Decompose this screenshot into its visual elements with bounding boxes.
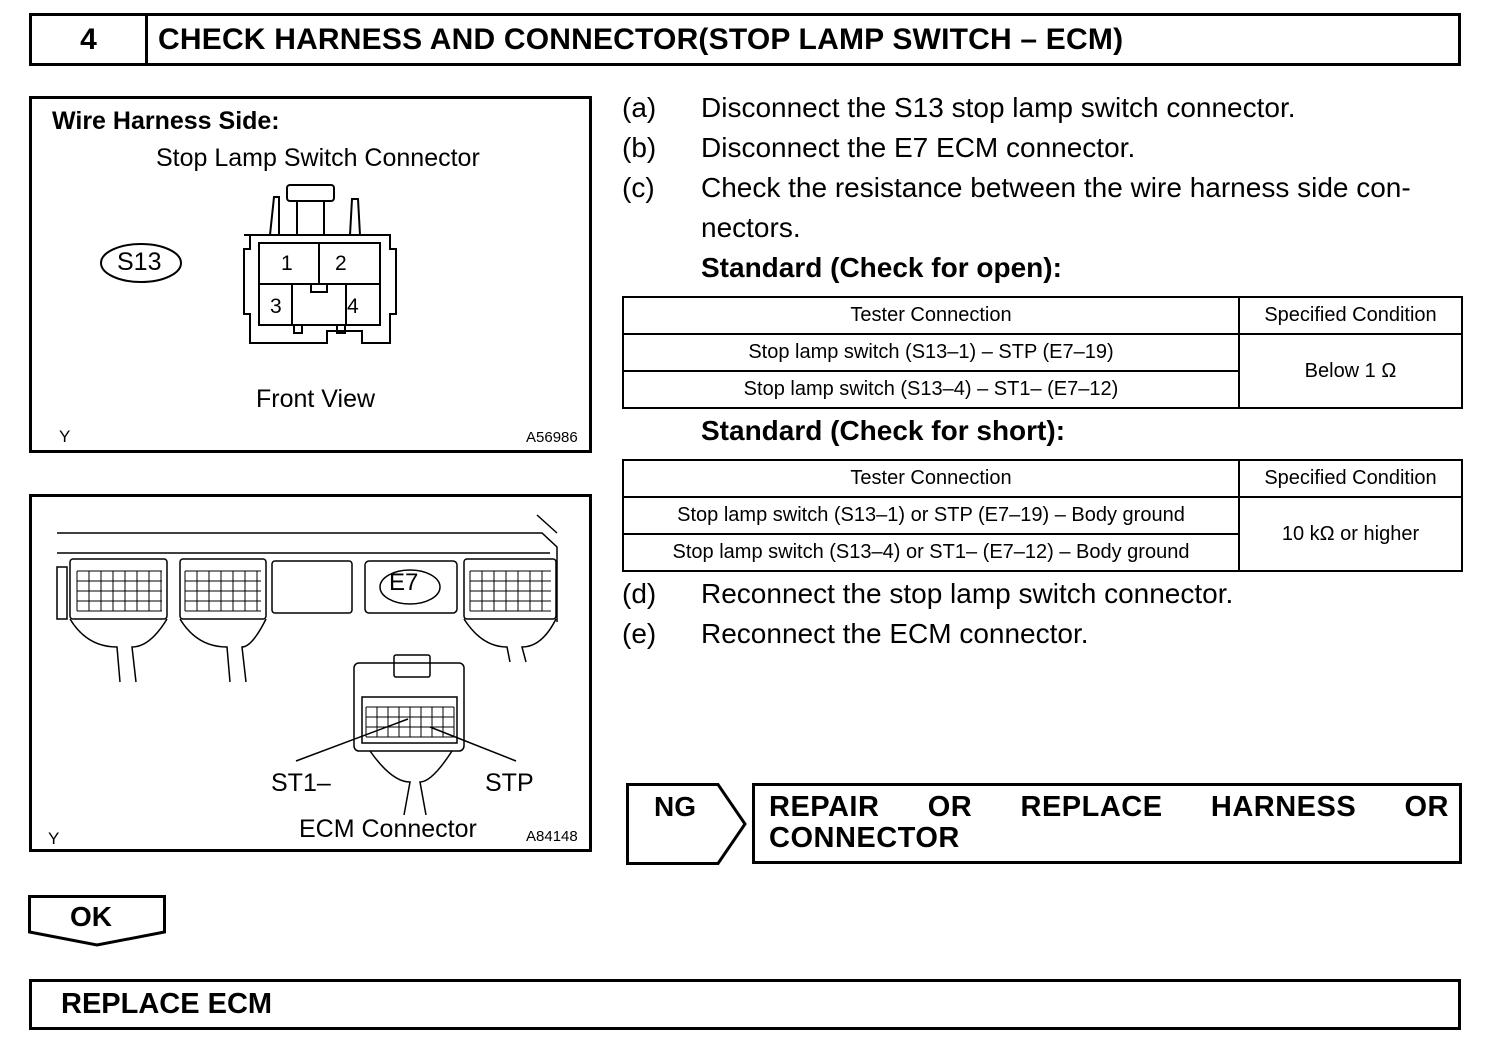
front-view-caption: Front View: [256, 385, 376, 413]
header-tester-connection: Tester Connection: [623, 297, 1239, 334]
ng-action-box: [752, 783, 1462, 864]
ng-action-text: REPAIR OR REPLACE HARNESS OR CONNECTOR: [769, 791, 1449, 854]
step-text: Reconnect the stop lamp switch connector.: [701, 578, 1234, 609]
standard-short-title: Standard (Check for short):: [701, 415, 1066, 446]
pin-4: 4: [347, 295, 359, 318]
ecm-connector-figure: [29, 494, 592, 852]
step-text: Check the resistance between the wire harness side con-: [701, 172, 1411, 203]
figure-id: A84148: [526, 828, 578, 845]
table-cell: Stop lamp switch (S13–1) – STP (E7–19): [623, 334, 1239, 371]
figure-heading: Wire Harness Side:: [52, 107, 280, 135]
header-tester-connection: Tester Connection: [623, 460, 1239, 497]
step-label: (e): [622, 618, 657, 649]
step-label: (c): [622, 172, 655, 203]
ok-label: OK: [70, 901, 112, 932]
pin-1: 1: [281, 252, 293, 275]
corner-mark: Y: [48, 829, 60, 848]
step-text: Disconnect the S13 stop lamp switch connector.: [701, 92, 1296, 123]
table-cell: Stop lamp switch (S13–4) – ST1– (E7–12): [623, 371, 1239, 408]
standard-short-table: [622, 459, 1463, 572]
standard-open-title: Standard (Check for open):: [701, 252, 1062, 283]
connector-code-s13: S13: [117, 248, 162, 276]
standard-open-table: [622, 296, 1463, 409]
step-label: (b): [622, 132, 657, 163]
figure-id: A56986: [526, 429, 578, 446]
ecm-connector-caption: ECM Connector: [299, 815, 477, 843]
corner-mark: Y: [59, 427, 71, 446]
step-label: (d): [622, 578, 657, 609]
stop-lamp-switch-connector-figure: [29, 96, 592, 453]
step-header: [29, 13, 1461, 66]
label-st1: ST1–: [271, 769, 331, 797]
step-text: Reconnect the ECM connector.: [701, 618, 1089, 649]
ok-action-box: [29, 979, 1461, 1030]
header-specified-condition: Specified Condition: [1239, 460, 1462, 497]
pin-2: 2: [335, 252, 347, 275]
header-specified-condition: Specified Condition: [1239, 297, 1462, 334]
figure-caption-top: Stop Lamp Switch Connector: [156, 144, 480, 172]
step-text-continued: nectors.: [701, 212, 801, 243]
ng-result-tag: [626, 783, 746, 864]
ok-action-text: REPLACE ECM: [61, 988, 273, 1020]
table-cell: Stop lamp switch (S13–4) or ST1– (E7–12) – Body ground: [623, 534, 1239, 571]
connector-code-e7: E7: [389, 569, 419, 596]
ok-result-tag: [28, 895, 166, 947]
step-text: Disconnect the E7 ECM connector.: [701, 132, 1136, 163]
label-stp: STP: [485, 769, 534, 797]
step-number: 4: [32, 16, 148, 63]
table-cell-condition: Below 1 Ω: [1239, 334, 1462, 408]
step-label: (a): [622, 92, 657, 123]
ng-label: NG: [654, 791, 696, 822]
table-cell-condition: 10 kΩ or higher: [1239, 497, 1462, 571]
step-title: CHECK HARNESS AND CONNECTOR(STOP LAMP SWITCH – ECM): [158, 22, 1124, 56]
table-cell: Stop lamp switch (S13–1) or STP (E7–19) – Body ground: [623, 497, 1239, 534]
pin-3: 3: [270, 295, 282, 318]
